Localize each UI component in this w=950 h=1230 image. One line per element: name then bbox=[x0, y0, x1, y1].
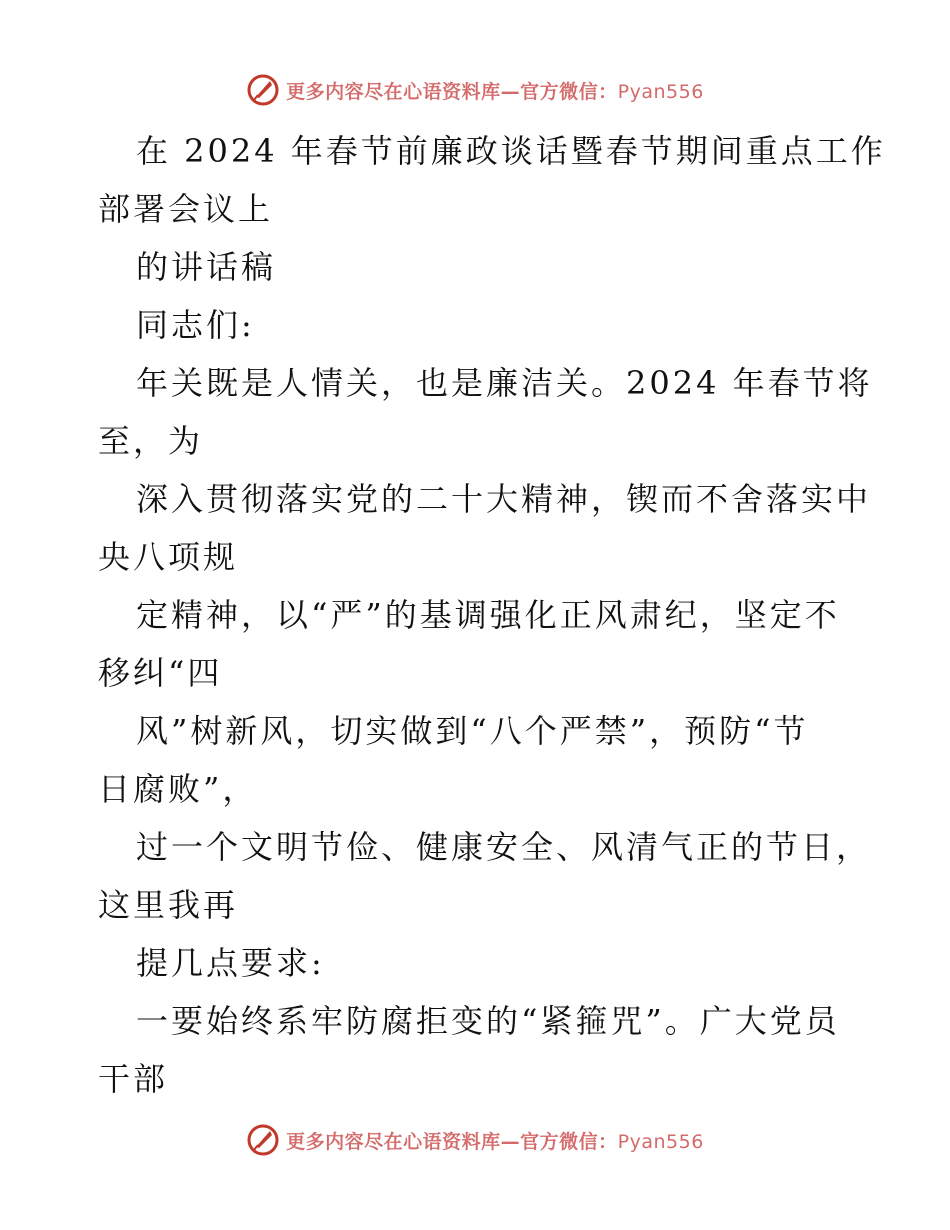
text-line: 同志们: bbox=[136, 306, 255, 344]
text-line: 日腐败”， bbox=[98, 770, 258, 808]
text-line: 部署会议上 bbox=[98, 190, 274, 228]
text-line: 年关既是人情关，也是廉洁关。2024 年春节将 bbox=[136, 364, 873, 402]
watermark-text bbox=[286, 1127, 704, 1154]
text-line: 过一个文明节俭、健康安全、风清气正的节日， bbox=[136, 828, 872, 866]
text-line: 在 2024 年春节前廉政谈话暨春节期间重点工作 bbox=[136, 132, 886, 170]
text-line: 的讲话稿 bbox=[136, 248, 277, 286]
header-watermark bbox=[0, 70, 950, 110]
quill-logo-icon bbox=[246, 73, 280, 107]
quill-logo-icon bbox=[246, 1123, 280, 1157]
text-line: 定精神，以“严”的基调强化正风肃纪，坚定不 bbox=[136, 596, 840, 634]
text-line: 一要始终系牢防腐拒变的“紧箍咒”。广大党员 bbox=[136, 1002, 840, 1040]
text-line: 风”树新风，切实做到“八个严禁”，预防“节 bbox=[136, 712, 809, 750]
footer-watermark bbox=[0, 1120, 950, 1160]
text-line: 移纠“四 bbox=[98, 654, 223, 692]
watermark-id: Pyan556 bbox=[617, 80, 704, 103]
document-body bbox=[98, 122, 886, 1108]
text-line: 至，为 bbox=[98, 422, 204, 460]
text-line: 干部 bbox=[98, 1060, 169, 1098]
text-line: 深入贯彻落实党的二十大精神，锲而不舍落实中 bbox=[136, 480, 872, 518]
watermark-label: 更多内容尽在心语资料库—官方微信： bbox=[286, 80, 618, 103]
watermark-text bbox=[286, 77, 704, 104]
text-line: 这里我再 bbox=[98, 886, 239, 924]
watermark-label: 更多内容尽在心语资料库—官方微信： bbox=[286, 1130, 618, 1153]
text-line: 提几点要求: bbox=[136, 944, 325, 982]
text-line: 央八项规 bbox=[98, 538, 239, 576]
watermark-id: Pyan556 bbox=[617, 1130, 704, 1153]
